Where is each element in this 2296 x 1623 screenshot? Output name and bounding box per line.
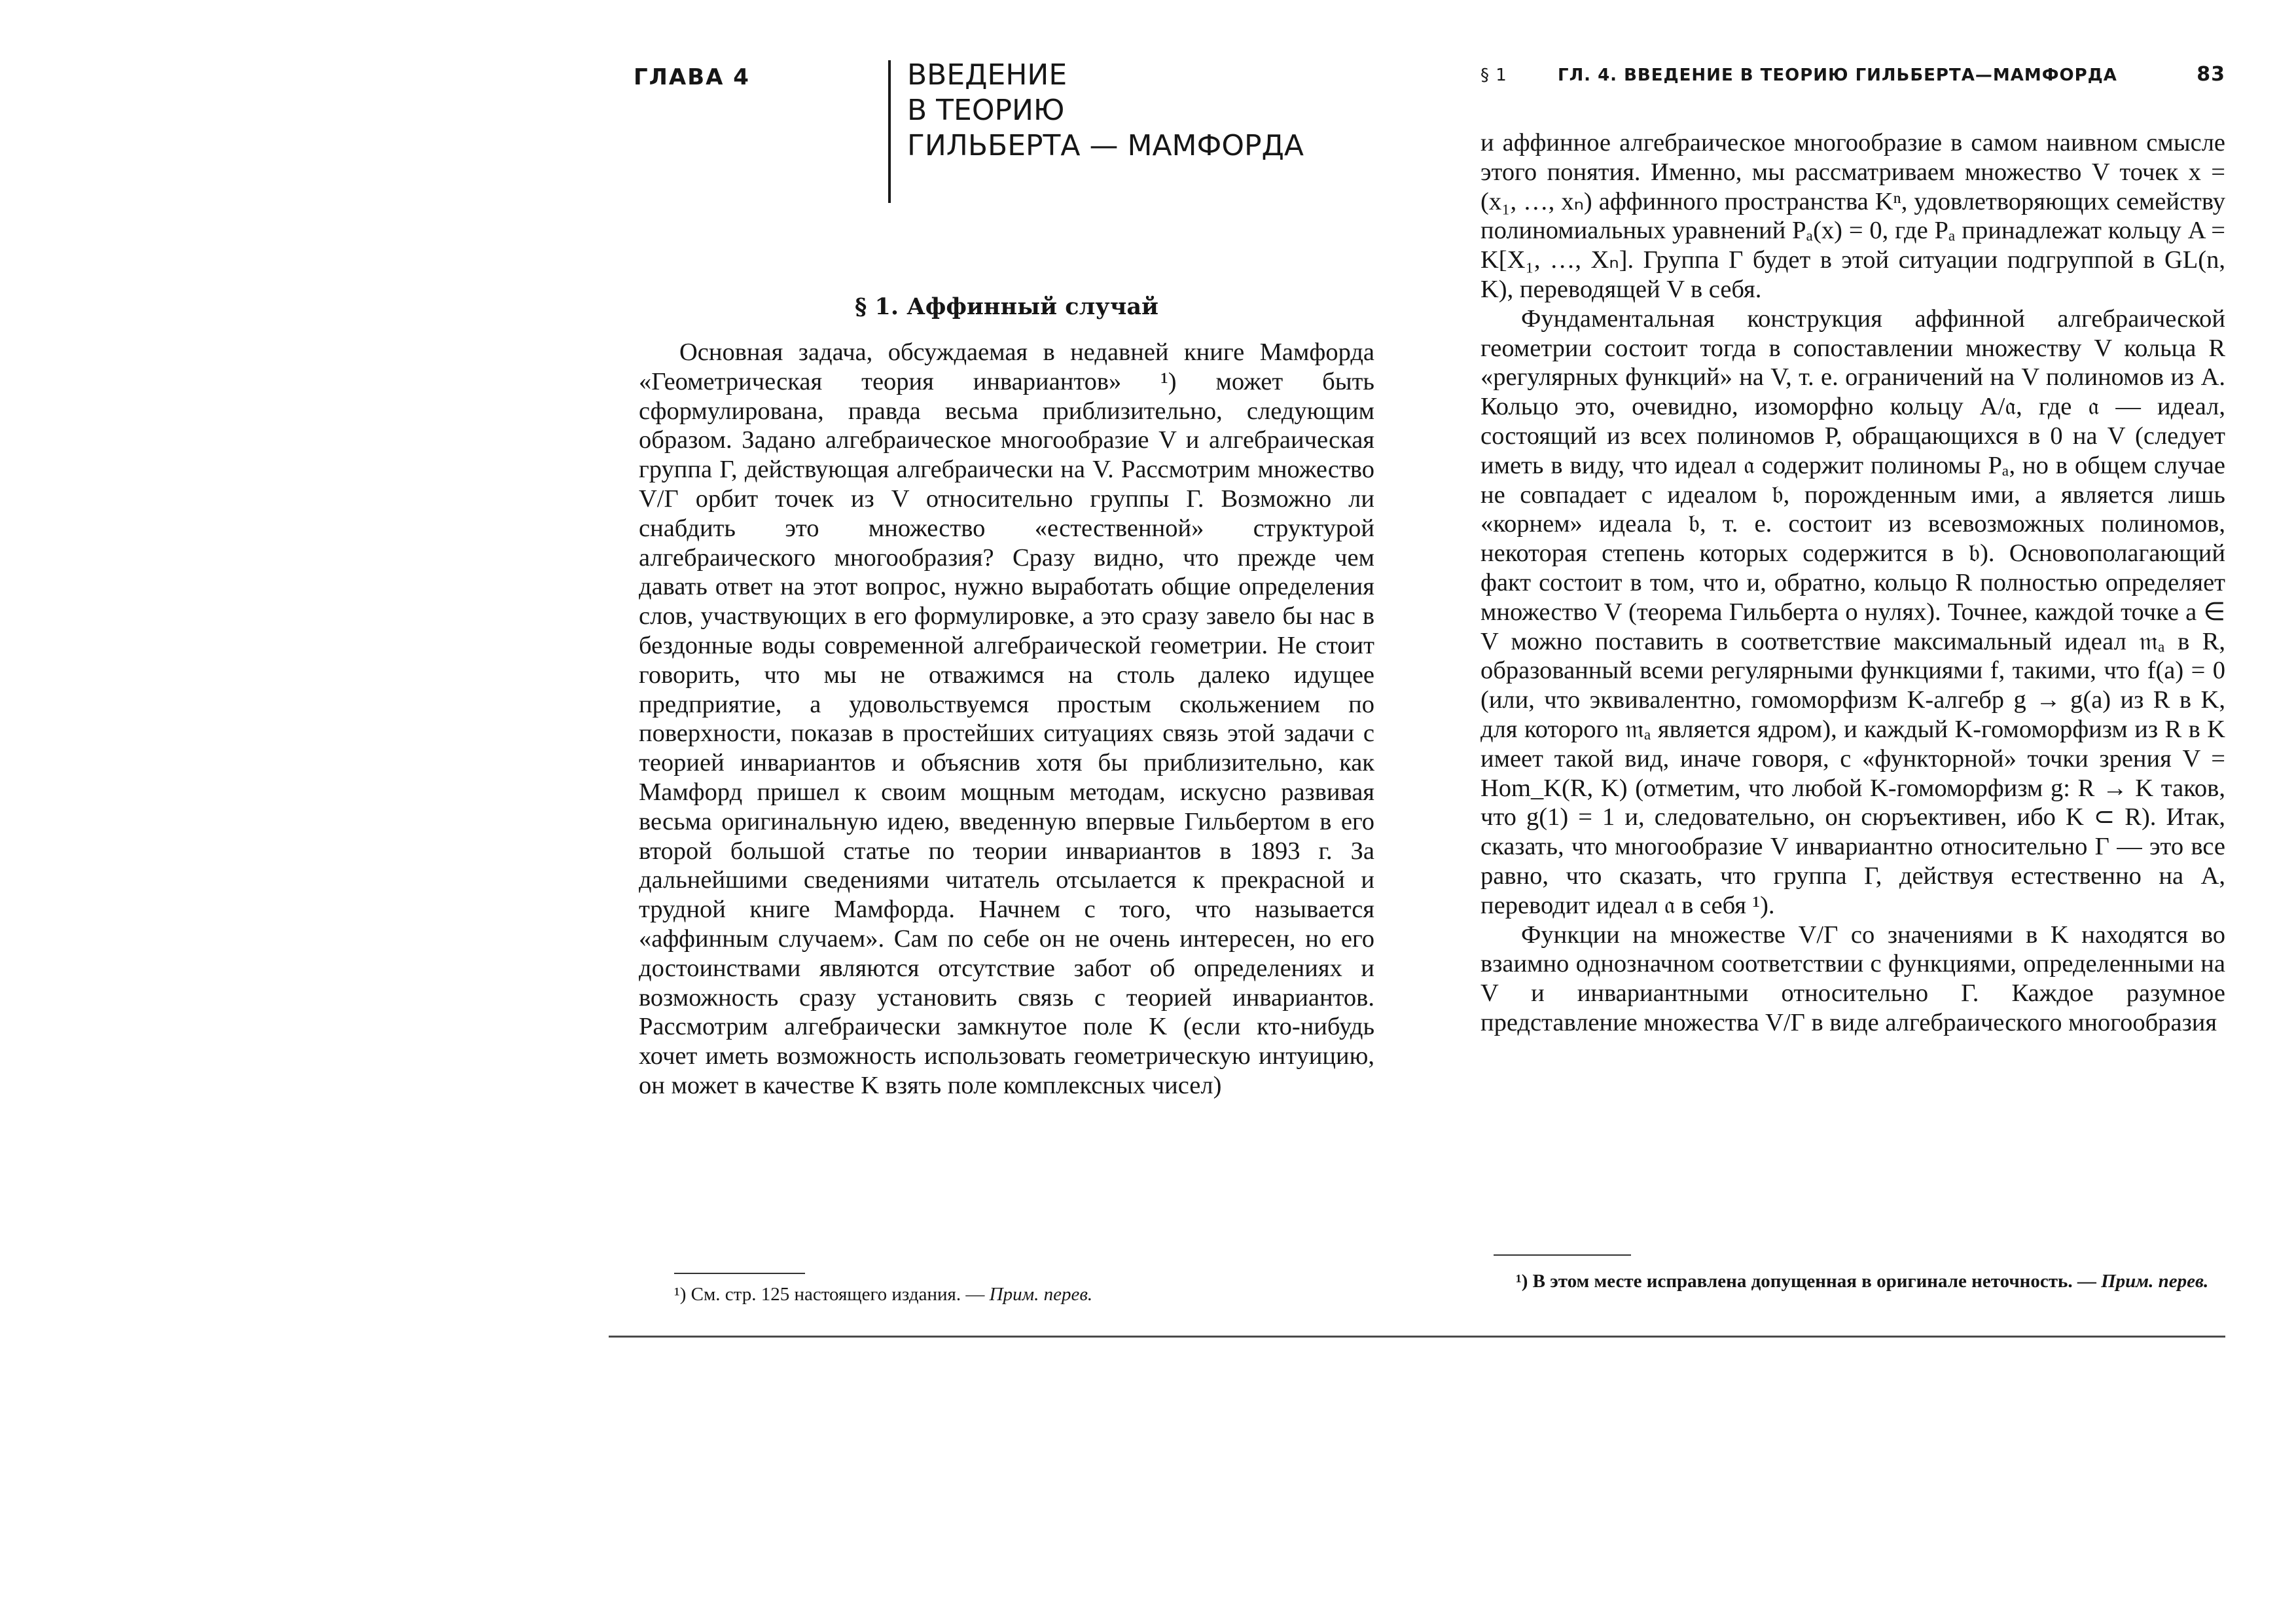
chapter-title-line: ВВЕДЕНИЕ: [907, 58, 1067, 92]
body-paragraph: Функции на множестве V/Γ со значениями в K находятся во взаимно однозначном соответствии с функциями, определенными на V и инвариантными относительно Γ. Каждое разумное представление множества V/Γ в виде алгебраического многообразия: [1480, 921, 2225, 1036]
spread-bottom-rule: [609, 1336, 2225, 1338]
right-page-body: [1480, 128, 2225, 1038]
footnote-rule: [1494, 1254, 1631, 1256]
running-head: [1480, 65, 2225, 92]
footnote-mark: ¹): [674, 1284, 687, 1305]
footnote-rule: [674, 1273, 805, 1274]
body-paragraph: Фундаментальная конструкция аффинной алгебраической геометрии состоит тогда в сопоставлении множеству V кольца R «регулярных функций» на V, т. е. ограничений на V полиномов из A. Кольцо это, очевидно, изоморфно кольцу A/𝔞, где 𝔞 — идеал, состоящий из всех полиномов P, обращающихся в 0 на V (следует иметь в виду, что идеал 𝔞 содержит полиномы Pₐ, но в общем случае не совпадает с идеалом 𝔟, порожденным ими, а является лишь «корнем» идеала 𝔟, т. е. состоит из всевозможных полиномов, некоторая степень которых содержится в 𝔟). Основополагающий факт состоит в том, что и, обратно, кольцо R полностью определяет множество V (теорема Гильберта о нулях). Точнее, каждой точке a ∈ V можно поставить в соответствие максимальный идеал 𝔪ₐ в R, образованный всеми регулярными функциями f, такими, что f(a) = 0 (или, что эквивалентно, гомоморфизм K-алгебр g → g(a) из R в K, для которого 𝔪ₐ является ядром), и каждый K-гомоморфизм из R в K имеет такой вид, иначе говоря, с «функторной» точки зрения V = Hom_K(R, K) (отметим, что любой K-гомоморфизм g: R → K таков, что g(1) = 1 и, следовательно, он сюръективен, ибо K ⊂ R). Итак, сказать, что многообразие V инвариантно относительно Γ — это все равно, что сказать, что группа Γ, действуя естественно на A, переводит идеал 𝔞 в себя ¹).: [1480, 304, 2225, 919]
chapter-label: ГЛАВА 4: [634, 64, 750, 90]
running-head-section: § 1: [1480, 65, 1507, 85]
footnote-text: В этом месте исправлена допущенная в оригинале неточность. —: [1532, 1271, 2096, 1292]
running-head-title: ГЛ. 4. ВВЕДЕНИЕ В ТЕОРИЮ ГИЛЬБЕРТА—МАМФОРДА: [1558, 65, 2117, 85]
left-footnote: [674, 1283, 1374, 1305]
body-paragraph: и аффинное алгебраическое многообразие в самом наивном смысле этого понятия. Именно, мы рассматриваем множество V точек x = (x₁, …, xₙ) аффинного пространства Kⁿ, удовлетворяющих семейству полиномиальных уравнений Pₐ(x) = 0, где Pₐ принадлежат кольцу A = K[X₁, …, Xₙ]. Группа Γ будет в этой ситуации подгруппой в GL(n, K), переводящей V в себя.: [1480, 129, 2225, 303]
chapter-title-line: ГИЛЬБЕРТА — МАМФОРДА: [907, 129, 1304, 162]
section-heading: § 1. Аффинный случай: [855, 293, 1158, 320]
footnote-mark: ¹): [1516, 1271, 1528, 1292]
chapter-title-line: В ТЕОРИЮ: [907, 94, 1065, 127]
page-number: 83: [2197, 63, 2225, 86]
body-paragraph: Основная задача, обсуждаемая в недавней книге Мамфорда «Геометрическая теория инвариантов» ¹) может быть сформулирована, правда весьма приблизительно, следующим образом. Задано алгебраическое многообразие V и алгебраическая группа Γ, действующая алгебраически на V. Рассмотрим множество V/Γ орбит точек из V относительно группы Γ. Возможно ли снабдить это множество «естественной» структурой алгебраического многообразия? Сразу видно, что прежде чем давать ответ на этот вопрос, нужно выработать общие определения слов, участвующих в его формулировке, а это сразу завело бы нас в бездонные воды современной алгебраической геометрии. Не стоит говорить, что мы не отважимся на столь далеко идущее предприятие, а удовольствуемся простым скольжением по поверхности, показав в простейших ситуациях связь этой задачи с теорией инвариантов и объяснив хотя бы приблизительно, как Мамфорд пришел к своим мощным методам, искусно развивая весьма оригинальную идею, введенную впервые Гильбертом в его второй большой статье по теории инвариантов в 1893 г. За дальнейшими сведениями читатель отсылается к прекрасной и трудной книге Мамфорда. Начнем с того, что называется «аффинным случаем». Сам по себе он не очень интересен, но его достоинствами являются отсутствие забот об определениях и возможность сразу установить связь с теорией инвариантов. Рассмотрим алгебраически замкнутое поле K (если кто-нибудь хочет иметь возможность использовать геометрическую интуицию, он может в качестве K взять поле комплексных чисел): [639, 338, 1374, 1099]
footnote-text: См. стр. 125 настоящего издания. —: [691, 1284, 985, 1305]
title-divider: [888, 60, 891, 203]
right-footnote: [1480, 1270, 2225, 1292]
left-page-body: [639, 338, 1374, 1101]
footnote-note: Прим. перев.: [2101, 1271, 2209, 1292]
chapter-title: [907, 58, 1304, 164]
footnote-note: Прим. перев.: [989, 1284, 1093, 1305]
